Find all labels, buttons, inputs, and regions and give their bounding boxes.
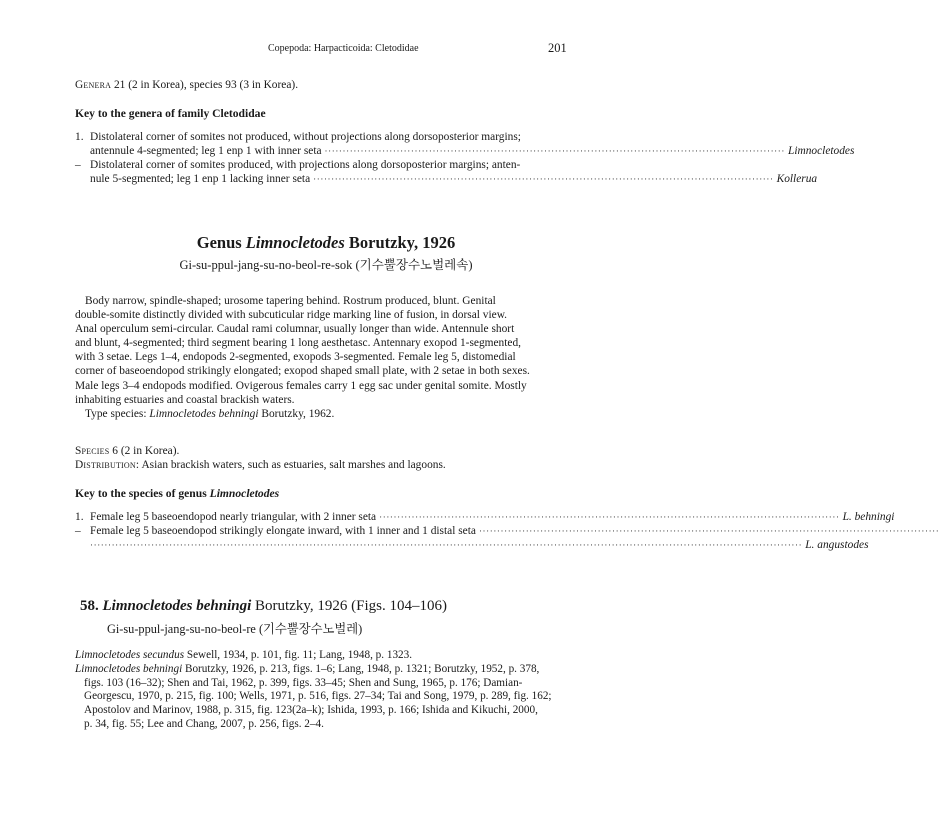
species-label: Species (75, 445, 110, 457)
synonym-name: Limnocletodes secundus (75, 649, 185, 661)
synonymy-continuation: Apostolov and Marinov, 1988, p. 315, fig. 123(2a–k); Ishida, 1993, p. 166; Ishida and Kikuchi, 2000, (84, 704, 538, 717)
synonymy-entry (75, 663, 578, 677)
genera-label: Genera (75, 79, 112, 91)
key-species-heading-genus: Limnocletodes (209, 487, 280, 500)
genus-prefix: Genus (196, 233, 246, 252)
synonymy-continuation: figs. 103 (16–32); Shen and Tai, 1962, p. 399, figs. 33–45; Shen and Sung, 1965, p. 176; Damian- (84, 676, 523, 689)
couplet-lead-line (90, 172, 818, 187)
couplet-line: Distolateral corner of somites not produced, without projections along dorsoposterior margins; (90, 131, 521, 143)
couplet-lead-line (90, 511, 895, 525)
description-line: Body narrow, spindle-shaped; urosome tapering behind. Rostrum produced, blunt. Genital (85, 295, 496, 307)
couplet-result: L. angustodes (805, 538, 869, 551)
species-title (80, 598, 447, 615)
synonym-name: Limnocletodes behningi (75, 662, 183, 675)
couplet-result: Limnocletodes (787, 144, 855, 157)
couplet-line: Distolateral corner of somites produced, with projections along dorsoposterior margins; anten- (90, 159, 521, 171)
species-korean-name: Gi-su-ppul-jang-su-no-beol-re (기수뿔장수노벌레) (107, 622, 363, 636)
synonymy-continuation: p. 34, fig. 55; Lee and Chang, 2007, p. 256, figs. 2–4. (84, 717, 324, 730)
description-line: and blunt, 4-segmented; third segment bearing 1 long aesthetasc. Antennary exopod 1-segmented, (75, 337, 522, 350)
synonymy-entry (75, 649, 578, 663)
genus-korean-name: Gi-su-ppul-jang-su-no-beol-re-sok (기수뿔장수노벌레속) (179, 258, 473, 272)
synonym-text: Borutzky, 1926, p. 213, figs. 1–6; Lang, 1948, p. 1321; Borutzky, 1952, p. 378, (182, 662, 540, 675)
key-species-heading (75, 487, 279, 500)
leader-dots: ································································································································ (478, 526, 939, 536)
species-count (75, 445, 179, 459)
couplet-result: Kollerua (776, 172, 818, 185)
leader-dots: ································································································································ (324, 145, 785, 156)
couplet-mark: 1. (75, 511, 84, 523)
couplet-mark: – (75, 525, 81, 537)
synonymy-continuation: Georgescu, 1970, p. 215, fig. 100; Wells, 1971, p. 516, figs. 27–34; Tai and Song, 1979, p. 289, fig. 162; (84, 690, 552, 703)
type-species-line (75, 407, 578, 421)
type-species-name: Limnocletodes behningi (149, 407, 259, 420)
species-number: 58. (80, 598, 99, 614)
couplet-lead-line (90, 144, 855, 159)
couplet-text: antennule 4-segmented; leg 1 enp 1 with inner seta (90, 144, 322, 157)
couplet-text: Female leg 5 baseoendopod strikingly elongate inward, with 1 inner and 1 distal seta (90, 525, 476, 537)
key-genera-heading: Key to the genera of family Cletodidae (75, 107, 266, 120)
type-species-author: Borutzky, 1962. (258, 407, 335, 420)
couplet-result: L. behningi (842, 511, 895, 523)
distribution (75, 459, 446, 473)
synonymy-list (75, 649, 578, 732)
genus-author: Borutzky, 1926 (344, 233, 456, 252)
description-line: Male legs 3–4 endopods modified. Ovigerous females carry 1 egg sac under genital somite. Mostly (75, 379, 527, 392)
description-line: with 3 setae. Legs 1–4, endopods 2-segmented, exopods 3-segmented. Female leg 5, distomedial (75, 351, 516, 364)
couplet-lead-line (90, 538, 869, 553)
genera-text: 21 (2 in Korea), species 93 (3 in Korea). (113, 79, 299, 91)
leader-dots: ································································································································ (379, 512, 840, 522)
distribution-text: Asian brackish waters, such as estuaries, salt marshes and lagoons. (141, 459, 446, 471)
couplet-text: nule 5-segmented; leg 1 enp 1 lacking inner seta (90, 172, 311, 185)
couplet-mark: – (75, 159, 81, 171)
description-line: Anal operculum semi-circular. Caudal rami columnar, usually longer than wide. Antennule short (75, 323, 515, 336)
distribution-label: Distribution: (75, 459, 140, 471)
couplet-lead-line (90, 525, 939, 539)
species-name: Limnocletodes behningi (102, 598, 252, 614)
type-species-label: Type species: (85, 407, 150, 420)
description-line: double-somite distinctly divided with subcuticular ridge marking line of fusion, in dorsal view. (75, 309, 508, 322)
species-text: 6 (2 in Korea). (112, 445, 180, 457)
genus-description (75, 294, 578, 421)
leader-dots: ······································································································································································································ (90, 539, 803, 550)
genera-count (75, 79, 298, 93)
species-author: Borutzky, 1926 (Figs. 104–106) (251, 598, 447, 614)
running-head-title: Copepoda: Harpacticoida: Cletodidae (268, 43, 419, 54)
couplet-mark: 1. (75, 131, 84, 143)
key-species-heading-prefix: Key to the species of genus (75, 487, 210, 500)
description-line: corner of baseoendopod strikingly elongated; exopod shaped small plate, with 2 setae in both sexes. (75, 365, 530, 378)
description-line: inhabiting estuaries and coastal brackish waters. (75, 393, 295, 406)
couplet-text: Female leg 5 baseoendopod nearly triangular, with 2 inner seta (90, 511, 377, 523)
page-number: 201 (548, 41, 567, 55)
genus-title (0, 233, 652, 253)
synonym-text: Sewell, 1934, p. 101, fig. 11; Lang, 1948, p. 1323. (184, 649, 413, 661)
leader-dots: ································································································································ (313, 173, 774, 184)
genus-name: Limnocletodes (245, 233, 345, 252)
